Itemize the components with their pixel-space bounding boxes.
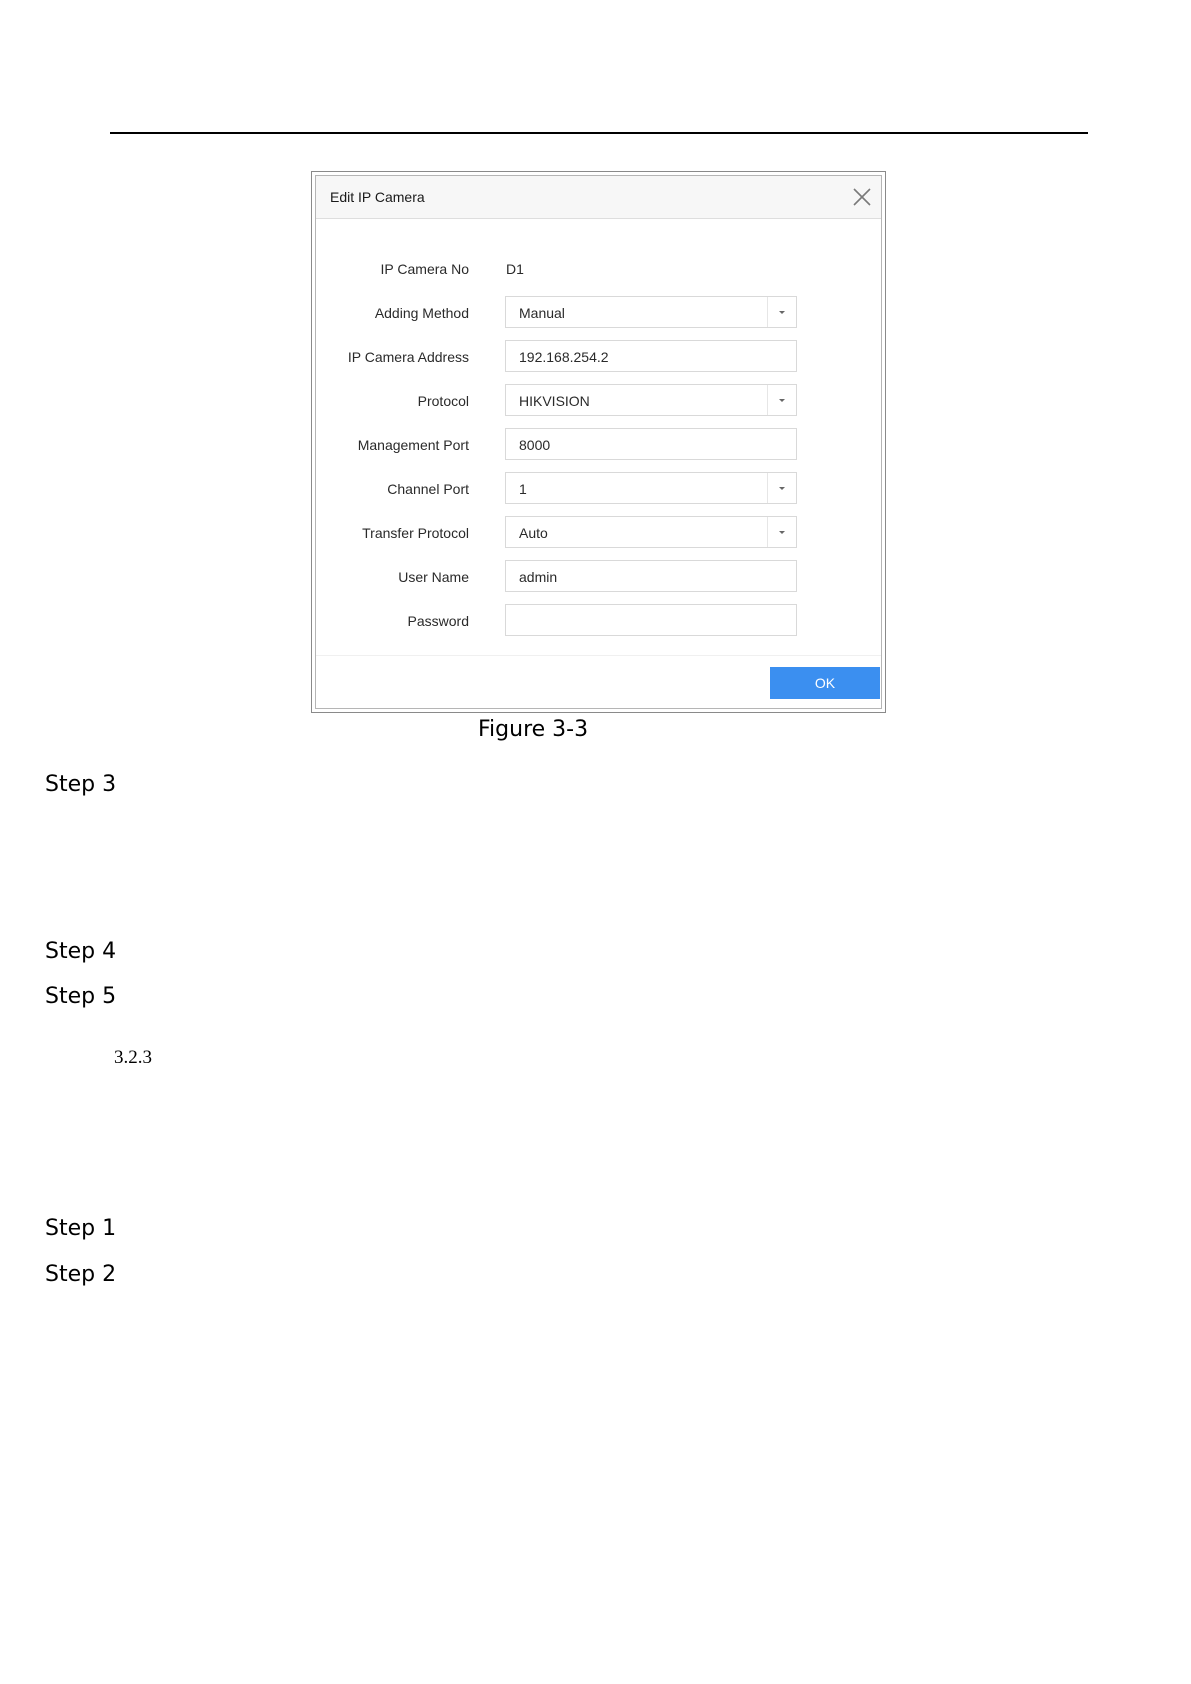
step-label: Step 2	[45, 1262, 117, 1287]
ip-camera-no-value: D1	[506, 261, 524, 277]
ip-camera-address-field[interactable]	[505, 340, 797, 372]
header-rule	[110, 132, 1088, 134]
ip-camera-address-label: IP Camera Address	[347, 349, 469, 365]
management-port-value: 8000	[519, 437, 551, 453]
transfer-protocol-select[interactable]	[505, 516, 797, 548]
channel-port-label: Channel Port	[387, 481, 469, 497]
chevron-down-icon[interactable]	[767, 385, 796, 415]
password-field[interactable]	[506, 605, 796, 635]
transfer-protocol-value: Auto	[519, 525, 548, 541]
channel-port-value: 1	[519, 481, 527, 497]
user-name-value: admin	[519, 569, 558, 585]
ip-camera-no-label: IP Camera No	[380, 261, 469, 277]
management-port-field[interactable]	[505, 428, 797, 460]
adding-method-value: Manual	[519, 305, 565, 321]
dialog-title: Edit IP Camera	[330, 189, 425, 205]
dialog-titlebar	[316, 176, 881, 219]
edit-ip-camera-dialog	[311, 171, 886, 713]
ip-camera-address-value: 192.168.254.2	[519, 349, 609, 365]
protocol-select[interactable]	[505, 384, 797, 416]
user-name-field[interactable]	[505, 560, 797, 592]
transfer-protocol-label: Transfer Protocol	[362, 525, 469, 541]
section-number: 3.2.3	[114, 1047, 152, 1068]
step-label: Step 3	[45, 772, 117, 797]
chevron-down-icon[interactable]	[767, 517, 796, 547]
protocol-value: HIKVISION	[519, 393, 590, 409]
footer-divider	[316, 655, 881, 656]
adding-method-select[interactable]	[505, 296, 797, 328]
step-label: Step 5	[45, 984, 117, 1009]
password-field-wrapper	[505, 604, 797, 636]
protocol-label: Protocol	[417, 393, 469, 409]
adding-method-label: Adding Method	[374, 305, 469, 321]
password-label: Password	[407, 613, 469, 629]
channel-port-select[interactable]	[505, 472, 797, 504]
user-name-label: User Name	[398, 569, 469, 585]
chevron-down-icon[interactable]	[767, 297, 796, 327]
step-label: Step 1	[45, 1216, 117, 1241]
close-icon[interactable]	[849, 184, 875, 210]
ok-button[interactable]: OK	[770, 667, 880, 699]
management-port-label: Management Port	[357, 437, 469, 453]
figure-caption: Figure 3-3	[478, 717, 589, 742]
dialog-body	[315, 175, 882, 709]
step-label: Step 4	[45, 939, 117, 964]
chevron-down-icon[interactable]	[767, 473, 796, 503]
